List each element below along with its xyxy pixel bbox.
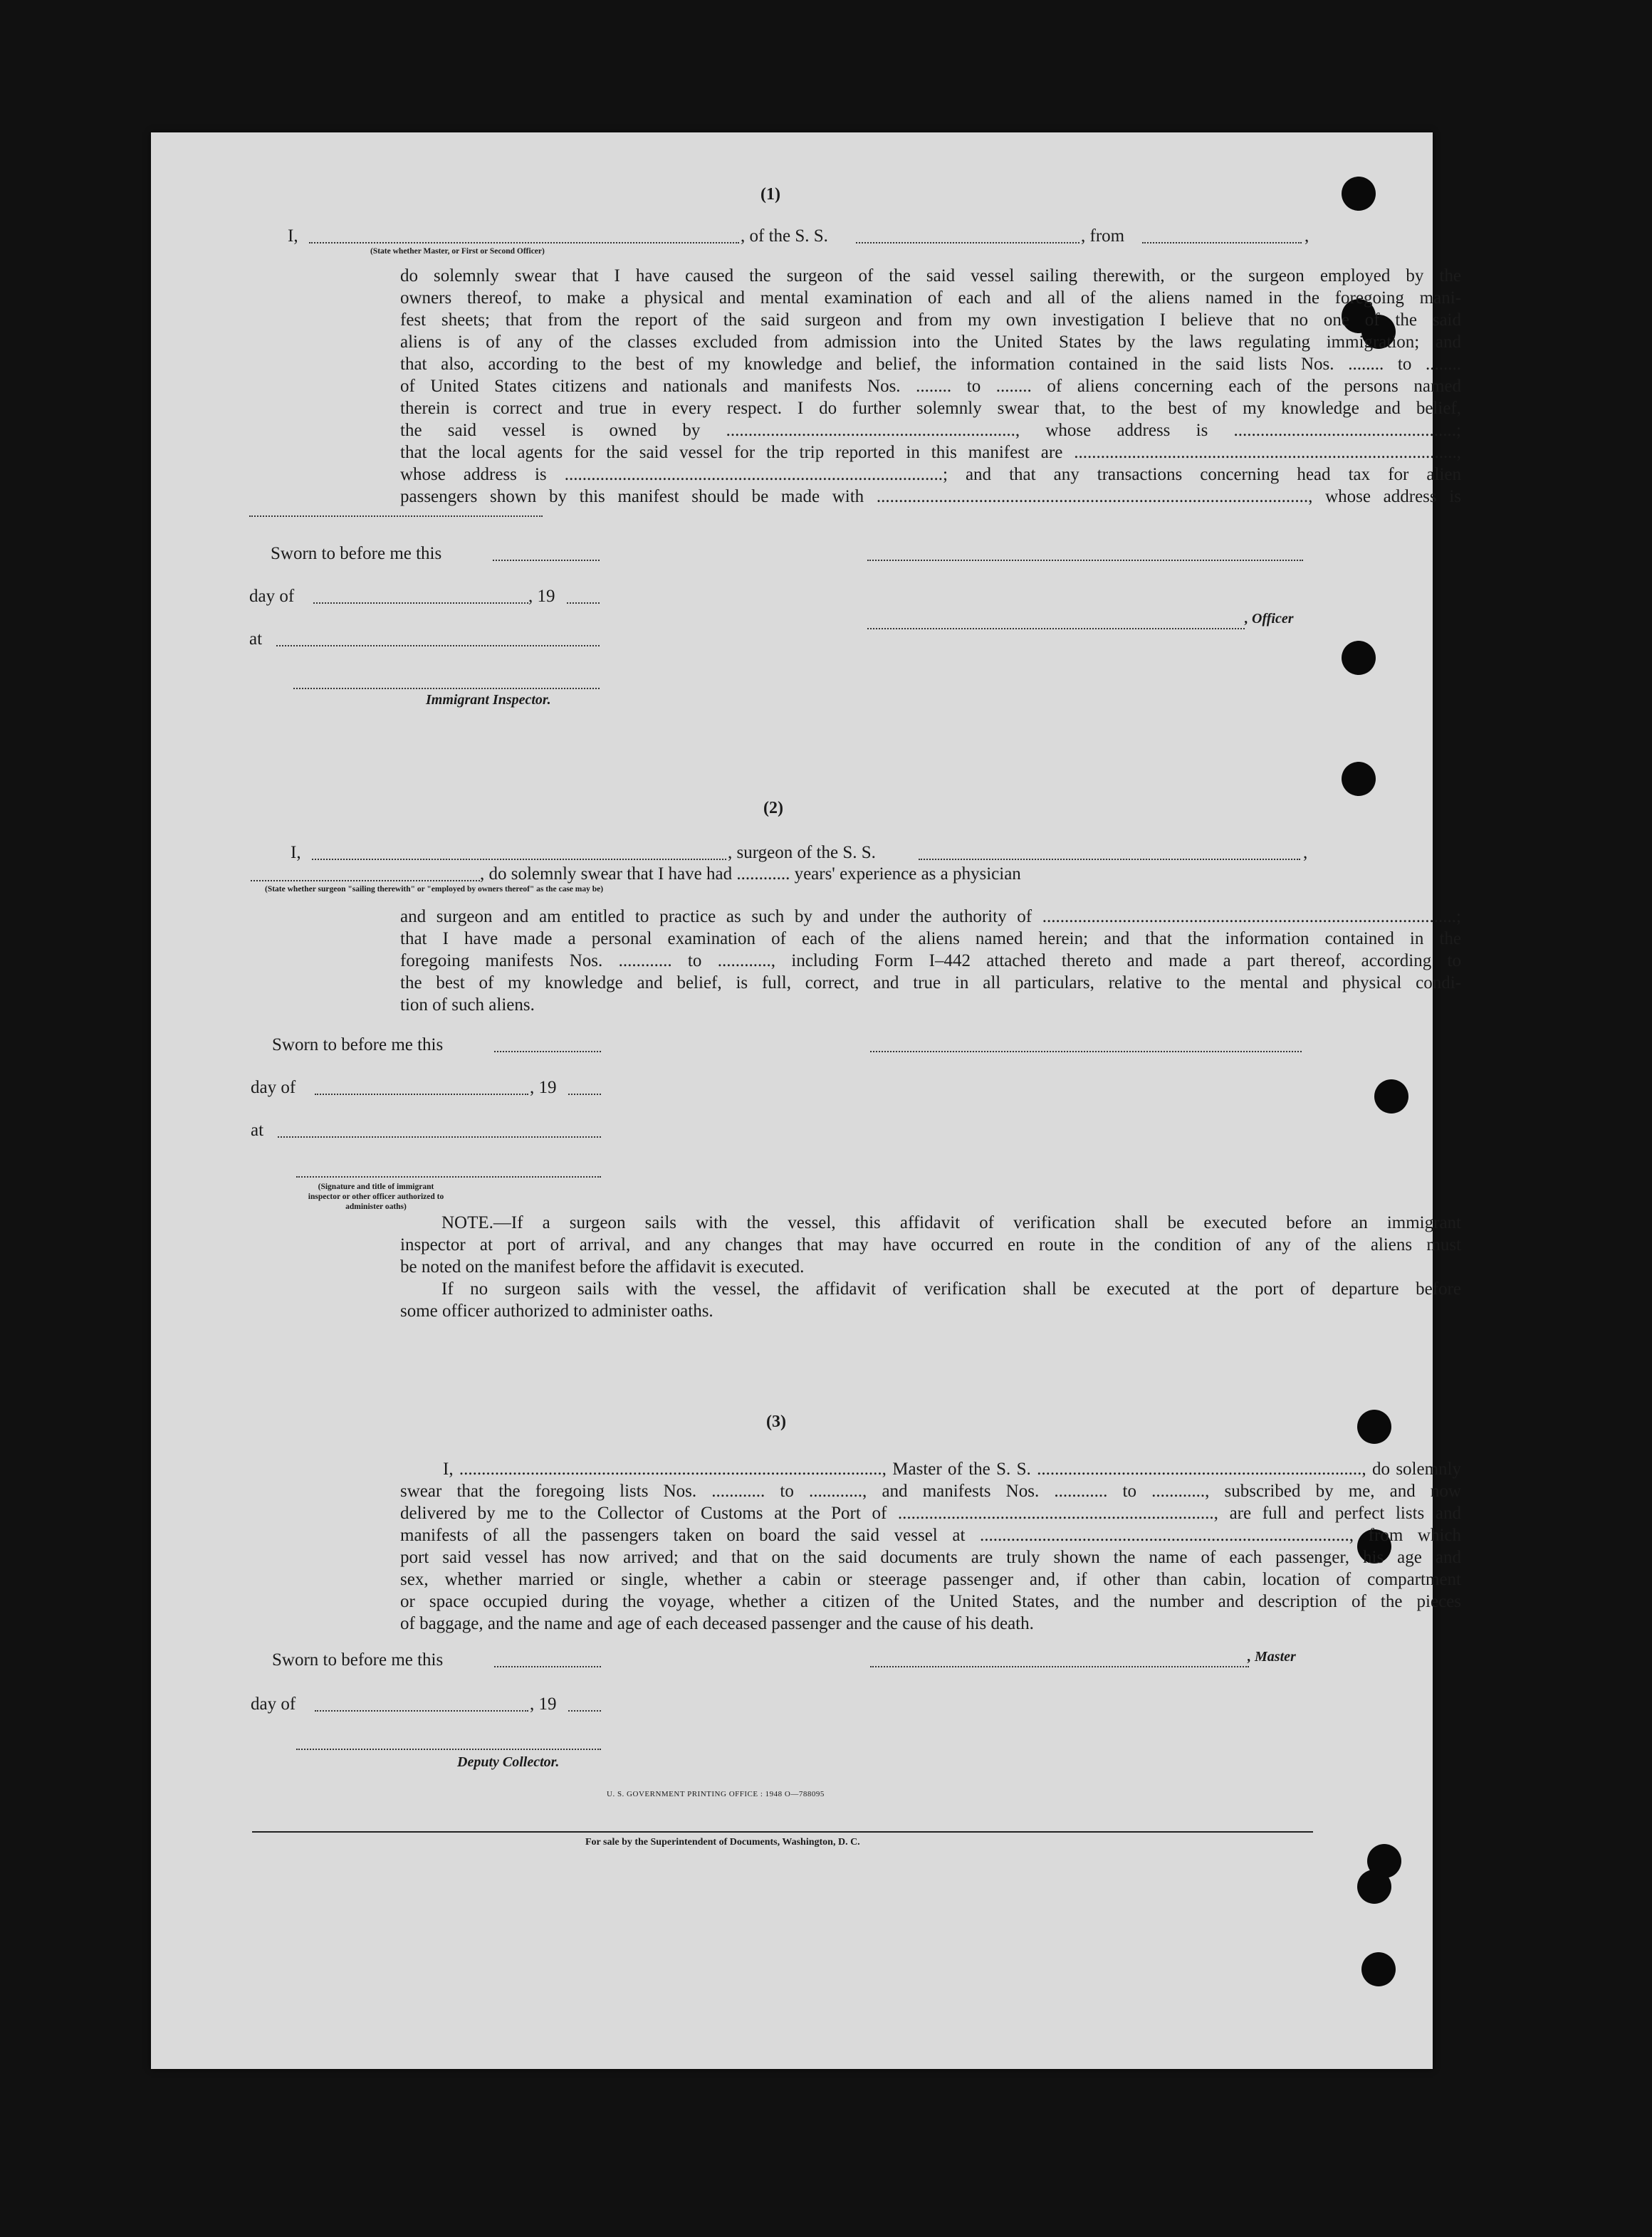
- master-label: , Master: [1248, 1649, 1296, 1665]
- officer-label: , Officer: [1245, 611, 1294, 627]
- agent-address-field[interactable]: [249, 515, 543, 517]
- section3-paragraph: I, ..............................................................................................., Master of the S. S. ........................................................................., do solemnly swear that the foregoing lists Nos. ............ to ............, and manifests Nos. ............ to ............, subscribed by me, and now delivered by me to the Collector of Customs at the Port of ......................................................................., are full and perfect lists and manifests of all the passengers taken on board the said vessel at ..................................................................................., from which port said vessel has now arrived; and that on the said documents are truly shown the name of each passenger, his age and sex, whether married or single, whether a cabin or steerage passenger and, if other than cabin, location of compartment or space occupied during the voyage, whether a citizen of the United States, and the number and description of the pieces of baggage, and the name and age of each deceased passenger and the cause of his death.: [400, 1460, 1461, 1633]
- punch-hole: [1361, 1952, 1396, 1986]
- footer-note: For sale by the Superintendent of Documents, Washington, D. C.: [585, 1837, 860, 1848]
- section1-from-label: , from: [1081, 226, 1125, 246]
- punch-hole: [1357, 1870, 1391, 1904]
- section2-line2: , do solemnly swear that I have had ............ years' experience as a physician: [480, 864, 1021, 884]
- collector-label: Deputy Collector.: [457, 1754, 560, 1770]
- master-signature-field[interactable]: [870, 1666, 1249, 1667]
- year-field[interactable]: [568, 1094, 601, 1095]
- day-of-label: day of: [249, 587, 295, 606]
- punch-hole: [1342, 641, 1376, 675]
- inspector-label: Immigrant Inspector.: [426, 692, 551, 708]
- officer-signature-field[interactable]: [867, 560, 1303, 561]
- punch-hole: [1342, 177, 1376, 211]
- surgeon-signature-field[interactable]: [870, 1051, 1302, 1052]
- punch-hole: [1342, 762, 1376, 796]
- place-field[interactable]: [278, 1136, 601, 1138]
- section1-i: I,: [288, 226, 298, 246]
- section2-note: (State whether surgeon "sailing therewith" or "employed by owners thereof" as the case may be): [265, 885, 604, 894]
- month-field[interactable]: [315, 1710, 528, 1712]
- vessel-name-field[interactable]: [856, 242, 1079, 243]
- at-label: at: [249, 629, 263, 649]
- sworn-date-field[interactable]: [493, 560, 600, 561]
- section1-note: (State whether Master, or First or Second Officer): [370, 247, 545, 256]
- signature-note: (Signature and title of immigrant inspector or other officer authorized to administer oaths): [308, 1183, 444, 1211]
- surgeon-vessel-field[interactable]: [919, 859, 1300, 860]
- gpo-imprint: U. S. GOVERNMENT PRINTING OFFICE : 1948 O—788095: [607, 1790, 825, 1798]
- note-paragraph: NOTE.—If a surgeon sails with the vessel, this affidavit of verification shall be executed before an immigrant inspector at port of arrival, and any changes that may have occurred en route in the condition of any of the aliens must be noted on the manifest before the affidavit is executed. If no surgeon sails with the vessel, the affidavit of verification shall be executed at the port of departure before some officer authorized to administer oaths.: [400, 1213, 1461, 1321]
- section-number: (3): [766, 1413, 786, 1431]
- divider: [252, 1831, 1313, 1833]
- surgeon-status-field[interactable]: [251, 880, 480, 881]
- sworn-date-field[interactable]: [494, 1051, 601, 1052]
- section-number: (2): [763, 799, 783, 817]
- officer-name-field[interactable]: [867, 628, 1245, 629]
- year-field[interactable]: [567, 602, 600, 604]
- section2-paragraph: and surgeon and am entitled to practice as such by and under the authority of .............................................................................................; that I have made a personal examination of each of the aliens named herein; and that the information contained in the foregoing manifests Nos. ............ to ............, including Form I–442 attached thereto and made a part thereof, according to the best of my knowledge and belief, is full, correct, and true in all particulars, relative to the mental and physical condi- tion of such aliens.: [400, 907, 1461, 1015]
- section1-paragraph: do solemnly swear that I have caused the surgeon of the said vessel sailing therewith, or the surgeon employed by the owners thereof, to make a physical and mental examination of each and all of the aliens named in the foregoing mani- fest sheets; that from the report of the said surgeon and from my own investigation I believe that no one of the said aliens is of any of the classes excluded from admission into the United States by the laws regulating immigration; and that also, according to the best of my knowledge and belief, the information contained in the said lists Nos. ........ to ........ of United States citizens and nationals and manifests Nos. ........ to ........ of aliens concerning each of the persons named therein is correct and true in every respect. I do further solemnly swear that, to the best of my knowledge and belief, the said vessel is owned by ................................................................., whose address is ..................................................; that the local agents for the said vessel for the trip reported in this manifest are ......................................................................................, whose address is .....................................................................................; and that any transactions concerning head tax for alien passengers shown by this manifest should be made with ................................................................................................., whose address is: [400, 266, 1461, 506]
- sworn-label: Sworn to before me this: [271, 544, 442, 563]
- year-field[interactable]: [568, 1710, 601, 1712]
- inspector-signature-field[interactable]: [293, 688, 600, 689]
- collector-signature-field[interactable]: [296, 1749, 601, 1750]
- place-field[interactable]: [276, 645, 600, 646]
- master-name-field[interactable]: [309, 242, 739, 243]
- month-field[interactable]: [315, 1094, 528, 1095]
- punch-hole: [1374, 1079, 1408, 1114]
- sworn-date-field[interactable]: [494, 1666, 601, 1667]
- surgeon-name-field[interactable]: [312, 859, 726, 860]
- section-number: (1): [760, 185, 780, 204]
- from-port-field[interactable]: [1142, 242, 1302, 243]
- inspector-signature-field[interactable]: [296, 1176, 601, 1178]
- section1-ss-label: , of the S. S.: [741, 226, 828, 246]
- manifest-page: (1) I, , of the S. S. , from , (State whether Master, or First or Second Officer) do solemnly swear that I have caused the surgeon of the said vessel sailing therewith, or the surgeon employed by the owners thereof, to make a physical and mental examination of each and all of the aliens named in the foregoing mani- fest sheets; that from the report of the said surgeon and from my own investigation I believe that no one of the said aliens is of any of the classes excluded from admission into the United States by the laws regulating immigration; and that also, according to the best of my knowledge and belief, the information contained in the said lists Nos. ........ to ........ of United States citizens and nationals and manifests Nos. ........ to ........ of aliens concerning each of the persons named therein is correct and true in every respect. I do further solemnly swear that, to the best of my knowledge and belief, the said vessel is owned by ................................................................., whose address is ..................................................; that the local agents for the said vessel for the trip reported in this manifest are ......................................................................................, whose address is .....................................................................................; and that any transactions concerning head tax for alien passengers shown by this manifest should be made with ................................................................................................., whose address is Sworn to before me this day of , 19 at Immigrant Inspector. , Officer (2) I, , surgeon of the S. S. , , do solemnly swear that I have had ............ years' experience as a physician (State whether surgeon "sailing therewith" or "employed by owners thereof" as the case may be) and surgeon and am entitled to practice as such by and under the authority of .............................................................................................; that I have made a personal examination of each of the aliens named herein; and that the information contained in the foregoing manifests Nos. ............ to ............, including Form I–442 attached thereto and made a part thereof, according to the best of my knowledge and belief, is full, correct, and true in all particulars, relative to the mental and physical condi- tion of such aliens. Sworn to before me this day of , 19 at (Signature and title of immigrant inspector or other officer authorized to administer oaths) NOTE.—If a surgeon sails with the vessel, this affidavit of verification shall be executed before an immigrant inspector at port of arrival, and any changes that may have occurred en route in the condition of any of the aliens must be noted on the manifest before the affidavit is executed. If no surgeon sails with the vessel, the affidavit of verification shall be executed at the port of departure before some officer authorized to administer oaths. (3) I, ..............................................................................................., Master of the S. S. ........................................................................., do solemnly swear that the foregoing lists Nos. ............ to ............, and manifests Nos. ............ to ............, subscribed by me, and now delivered by me to the Collector of Customs at the Port of ......................................................................., are full and perfect lists and manifests of all the passengers taken on board the said vessel at ..................................................................................., from which port said vessel has now arrived; and that on the said documents are truly shown the name of each passenger, his age and sex, whether married or single, whether a cabin or steerage passenger and, if other than cabin, location of compartment or space occupied during the voyage, whether a citizen of the United States, and the number and description of the pieces of baggage, and the name and age of each deceased passenger and the cause of his death. Sworn to before me this , Master day of , 19 Deputy Collector. U. S. GOVERNMENT PRINTING OFFICE : 1948 O—788095 For sale by the Superintendent of Documents, Washington, D. C.: [151, 132, 1433, 2069]
- punch-hole: [1357, 1410, 1391, 1444]
- month-field[interactable]: [313, 602, 528, 604]
